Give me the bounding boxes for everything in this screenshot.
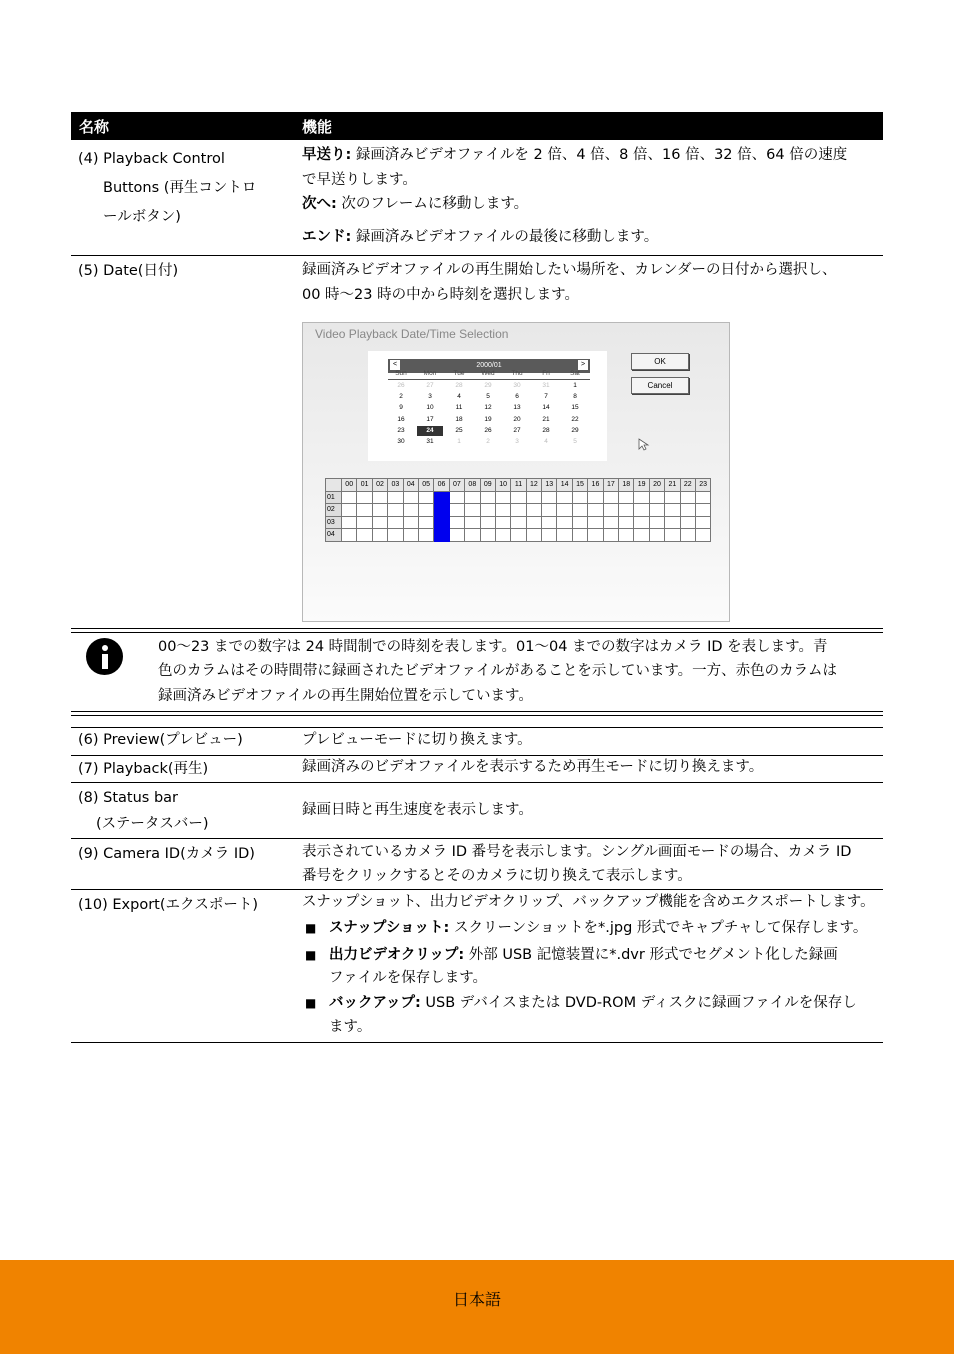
- footer-bar: [0, 1260, 954, 1354]
- hour-label: 11: [511, 479, 526, 492]
- info-icon: [86, 638, 123, 675]
- calendar-day[interactable]: 13: [513, 404, 521, 412]
- weekday-label: Wed: [481, 370, 495, 377]
- hour-cell[interactable]: [680, 529, 695, 542]
- hour-cell[interactable]: [342, 529, 357, 542]
- hour-cell[interactable]: [588, 504, 603, 517]
- row10-intro: スナップショット、出力ビデオクリップ、バックアップ機能を含めエクスポートします。: [302, 894, 875, 910]
- hour-cell[interactable]: [542, 529, 557, 542]
- row5-desc-line2: 00 時～23 時の中から時刻を選択します。: [302, 287, 579, 303]
- hour-label: 16: [588, 479, 603, 492]
- calendar-day[interactable]: 4: [544, 438, 548, 445]
- row6-desc: プレビューモードに切り換えます。: [302, 732, 532, 748]
- hour-cell[interactable]: [403, 529, 418, 542]
- hour-cell[interactable]: [557, 491, 572, 504]
- note-line1: 00～23 までの数字は 24 時間制での時刻を表します。01～04 までの数字はカメラ ID を表します。青: [158, 639, 828, 655]
- hour-cell[interactable]: [511, 504, 526, 517]
- calendar-day[interactable]: 7: [544, 393, 548, 401]
- calendar-day[interactable]: 3: [428, 393, 432, 401]
- hour-cell[interactable]: [680, 504, 695, 517]
- hour-cell[interactable]: [572, 529, 587, 542]
- hour-cell[interactable]: [603, 516, 618, 529]
- row9-desc-line2: 番号をクリックするとそのカメラに切り換えて表示します。: [302, 868, 692, 884]
- hour-camera-grid[interactable]: [325, 478, 711, 542]
- note-line2: 色のカラムはその時間帯に録画されたビデオファイルがあることを示しています。一方、赤色のカラムは: [158, 663, 838, 679]
- hour-label: 03: [388, 479, 403, 492]
- snapshot-item: [329, 917, 867, 940]
- backup-term: バックアップ:: [329, 995, 421, 1011]
- hour-label: 22: [680, 479, 695, 492]
- hour-cell[interactable]: [434, 491, 449, 504]
- calendar-day[interactable]: 12: [484, 404, 492, 412]
- video-clip-item: [329, 944, 838, 967]
- hour-cell[interactable]: [388, 516, 403, 529]
- hour-cell[interactable]: [434, 529, 449, 542]
- hour-cell[interactable]: [695, 529, 710, 542]
- hour-cell[interactable]: [526, 529, 541, 542]
- divider: [71, 1042, 883, 1043]
- hour-cell[interactable]: [357, 491, 372, 504]
- calendar-day[interactable]: 26: [484, 426, 492, 434]
- hour-cell[interactable]: [557, 516, 572, 529]
- date-time-selection-dialog: [302, 322, 730, 622]
- hour-cell[interactable]: [388, 529, 403, 542]
- hour-cell[interactable]: [572, 491, 587, 504]
- calendar-day[interactable]: 1: [457, 438, 461, 445]
- fast-forward-cont: で早送りします。: [302, 172, 417, 188]
- end-text: 録画済みビデオファイルの最後に移動します。: [351, 229, 659, 245]
- hour-cell[interactable]: [495, 516, 510, 529]
- hour-cell[interactable]: [449, 529, 464, 542]
- row4-name-line3: ールボタン): [103, 209, 181, 225]
- end-desc: [302, 226, 658, 249]
- hour-cell[interactable]: [634, 504, 649, 517]
- hour-cell[interactable]: [372, 491, 387, 504]
- hour-cell[interactable]: [480, 491, 495, 504]
- hour-cell[interactable]: [619, 491, 634, 504]
- hour-cell[interactable]: [665, 529, 680, 542]
- weekday-label: Sat: [570, 370, 580, 377]
- hour-cell[interactable]: [388, 504, 403, 517]
- weekday-label: Tue: [453, 370, 465, 377]
- hour-cell[interactable]: [388, 491, 403, 504]
- hour-label: 10: [495, 479, 510, 492]
- calendar-rule: [388, 379, 590, 380]
- divider: [71, 255, 883, 256]
- calendar-month: 2000/01: [476, 362, 502, 369]
- hour-cell[interactable]: [649, 491, 664, 504]
- row8-name-line2: (ステータスバー): [96, 816, 209, 832]
- backup-text: USB デバイスまたは DVD-ROM ディスクに録画ファイルを保存し: [420, 995, 857, 1011]
- calendar-day[interactable]: 31: [542, 382, 550, 389]
- hour-cell[interactable]: [357, 516, 372, 529]
- calendar-day[interactable]: 28: [542, 426, 550, 434]
- row5-desc-line1: 録画済みビデオファイルの再生開始したい場所を、カレンダーの日付から選択し、: [302, 262, 837, 278]
- calendar-day[interactable]: 21: [542, 415, 550, 423]
- cancel-button[interactable]: Cancel: [631, 377, 689, 394]
- video-clip-text: 外部 USB 記憶装置に*.dvr 形式でセグメント化した録画: [464, 947, 838, 963]
- footer-language: 日本語: [452, 1290, 501, 1309]
- hour-cell[interactable]: [372, 516, 387, 529]
- hour-cell[interactable]: [418, 516, 433, 529]
- row8-desc: 録画日時と再生速度を表示します。: [302, 802, 533, 818]
- hour-cell[interactable]: [634, 516, 649, 529]
- calendar-day[interactable]: 8: [573, 393, 577, 401]
- hour-cell[interactable]: [526, 516, 541, 529]
- snapshot-term: スナップショット:: [329, 920, 450, 936]
- hour-cell[interactable]: [649, 516, 664, 529]
- backup-cont: ます。: [329, 1019, 372, 1035]
- hour-cell[interactable]: [526, 491, 541, 504]
- hour-label: 14: [557, 479, 572, 492]
- calendar-day[interactable]: 1: [573, 382, 577, 389]
- hour-label: 21: [665, 479, 680, 492]
- hour-cell[interactable]: [372, 504, 387, 517]
- hour-cell[interactable]: [649, 529, 664, 542]
- divider: [71, 838, 883, 839]
- hour-label: 20: [649, 479, 664, 492]
- calendar-day[interactable]: 20: [513, 415, 521, 423]
- calendar-day[interactable]: 3: [515, 438, 519, 445]
- calendar-day[interactable]: 2: [399, 393, 403, 401]
- mouse-pointer-icon: [638, 438, 650, 452]
- calendar-day[interactable]: 25: [455, 426, 463, 434]
- calendar-day[interactable]: 30: [513, 382, 521, 389]
- hour-cell[interactable]: [572, 504, 587, 517]
- hour-cell[interactable]: [357, 529, 372, 542]
- hour-cell[interactable]: [418, 491, 433, 504]
- grid-corner: [326, 479, 342, 492]
- snapshot-text: スクリーンショットを*.jpg 形式でキャプチャして保存します。: [449, 920, 868, 936]
- calendar-day[interactable]: 26: [397, 382, 405, 389]
- hour-cell[interactable]: [465, 529, 480, 542]
- hour-label: 08: [465, 479, 480, 492]
- hour-label: 15: [572, 479, 587, 492]
- calendar-day[interactable]: 19: [484, 415, 492, 423]
- calendar-day[interactable]: 27: [513, 426, 521, 434]
- hour-cell[interactable]: [695, 516, 710, 529]
- dialog-title: Video Playback Date/Time Selection: [315, 327, 509, 341]
- next-desc: [302, 193, 528, 216]
- hour-cell[interactable]: [542, 491, 557, 504]
- hour-label: 02: [372, 479, 387, 492]
- divider: [71, 782, 883, 783]
- calendar-day[interactable]: 30: [397, 438, 405, 445]
- hour-cell[interactable]: [588, 529, 603, 542]
- backup-item: [329, 992, 857, 1015]
- table-header: [71, 112, 883, 140]
- row4-name-line1: (4) Playback Control: [78, 151, 225, 167]
- weekday-label: Mon: [423, 370, 437, 377]
- hour-cell[interactable]: [619, 504, 634, 517]
- hour-cell[interactable]: [480, 516, 495, 529]
- hour-label: 06: [434, 479, 449, 492]
- calendar-day[interactable]: 29: [484, 382, 492, 389]
- hour-cell[interactable]: [418, 529, 433, 542]
- hour-label: 05: [418, 479, 433, 492]
- hour-label: 01: [357, 479, 372, 492]
- camera-label: 01: [326, 491, 342, 504]
- hour-cell[interactable]: [342, 491, 357, 504]
- hour-cell[interactable]: [449, 504, 464, 517]
- hour-cell[interactable]: [526, 504, 541, 517]
- calendar-day[interactable]: 16: [397, 415, 405, 423]
- hour-cell[interactable]: [588, 491, 603, 504]
- fast-forward-text: 録画済みビデオファイルを 2 倍、4 倍、8 倍、16 倍、32 倍、64 倍の速度: [351, 147, 848, 163]
- hour-label: 00: [342, 479, 357, 492]
- hour-cell[interactable]: [403, 504, 418, 517]
- hour-cell[interactable]: [557, 504, 572, 517]
- hour-cell[interactable]: [449, 516, 464, 529]
- hour-cell[interactable]: [480, 504, 495, 517]
- hour-label: 17: [603, 479, 618, 492]
- hour-cell[interactable]: [665, 491, 680, 504]
- hour-cell[interactable]: [342, 504, 357, 517]
- video-clip-term: 出力ビデオクリップ:: [329, 947, 465, 963]
- calendar-day[interactable]: 5: [486, 393, 490, 401]
- hour-cell[interactable]: [649, 504, 664, 517]
- hour-label: 12: [526, 479, 541, 492]
- hour-cell[interactable]: [342, 516, 357, 529]
- calendar-day[interactable]: 31: [426, 438, 434, 445]
- row10-name: (10) Export(エクスポート): [78, 897, 259, 913]
- hour-label: 13: [542, 479, 557, 492]
- hour-cell[interactable]: [418, 504, 433, 517]
- hour-cell[interactable]: [572, 516, 587, 529]
- hour-cell[interactable]: [434, 504, 449, 517]
- note-bottom-rule: [71, 711, 883, 716]
- calendar-day[interactable]: 10: [426, 404, 434, 412]
- calendar-day[interactable]: 14: [542, 404, 550, 412]
- calendar-day[interactable]: 4: [457, 393, 461, 401]
- hour-cell[interactable]: [695, 504, 710, 517]
- next-text: 次のフレームに移動します。: [336, 196, 529, 212]
- fast-forward-term: 早送り:: [302, 147, 352, 163]
- hour-cell[interactable]: [542, 516, 557, 529]
- hour-cell[interactable]: [603, 529, 618, 542]
- hour-label: 19: [634, 479, 649, 492]
- row7-name: (7) Playback(再生): [78, 761, 209, 777]
- chevron-right-icon[interactable]: >: [578, 360, 588, 370]
- hour-label: 09: [480, 479, 495, 492]
- calendar-day[interactable]: 17: [426, 415, 434, 423]
- calendar-day[interactable]: 9: [399, 404, 403, 412]
- hour-cell[interactable]: [495, 504, 510, 517]
- chevron-left-icon[interactable]: <: [390, 360, 400, 370]
- row9-desc-line1: 表示されているカメラ ID 番号を表示します。シングル画面モードの場合、カメラ ID: [302, 844, 852, 860]
- note-line3: 録画済みビデオファイルの再生開始位置を示しています。: [158, 688, 533, 704]
- calendar-day[interactable]: 11: [455, 404, 463, 412]
- fast-forward-desc: [302, 144, 847, 167]
- calendar-day[interactable]: 5: [573, 438, 577, 445]
- end-term: エンド:: [302, 229, 352, 245]
- video-clip-cont: ファイルを保存します。: [329, 970, 488, 986]
- hour-cell[interactable]: [449, 491, 464, 504]
- calendar-day[interactable]: 29: [571, 426, 579, 434]
- divider: [71, 727, 883, 728]
- weekday-label: Thu: [511, 370, 523, 377]
- hour-label: 07: [449, 479, 464, 492]
- hour-cell[interactable]: [557, 529, 572, 542]
- weekday-label: Sun: [395, 370, 407, 377]
- calendar-day[interactable]: 18: [455, 415, 463, 423]
- hour-cell[interactable]: [372, 529, 387, 542]
- ok-button[interactable]: OK: [631, 353, 689, 370]
- calendar-day[interactable]: 15: [571, 404, 579, 412]
- hour-label: 04: [403, 479, 418, 492]
- hour-cell[interactable]: [403, 516, 418, 529]
- hour-cell[interactable]: [619, 529, 634, 542]
- hour-cell[interactable]: [665, 504, 680, 517]
- hour-cell[interactable]: [603, 504, 618, 517]
- row4-name-line2: Buttons (再生コントロ: [103, 180, 257, 196]
- hour-cell[interactable]: [495, 491, 510, 504]
- hour-cell[interactable]: [511, 516, 526, 529]
- calendar-day[interactable]: 2: [486, 438, 490, 445]
- camera-label: 04: [326, 529, 342, 542]
- calendar-day[interactable]: 22: [571, 415, 579, 423]
- hour-cell[interactable]: [680, 491, 695, 504]
- hour-cell[interactable]: [619, 516, 634, 529]
- hour-cell[interactable]: [357, 504, 372, 517]
- calendar-day[interactable]: 23: [397, 426, 405, 434]
- hour-cell[interactable]: [511, 529, 526, 542]
- row8-name-line1: (8) Status bar: [78, 790, 179, 806]
- row9-name: (9) Camera ID(カメラ ID): [78, 846, 255, 862]
- hour-cell[interactable]: [680, 516, 695, 529]
- row5-name: (5) Date(日付): [78, 263, 179, 279]
- hour-cell[interactable]: [634, 529, 649, 542]
- hour-cell[interactable]: [480, 529, 495, 542]
- hour-cell[interactable]: [465, 504, 480, 517]
- hour-cell[interactable]: [403, 491, 418, 504]
- calendar-day[interactable]: 27: [426, 382, 434, 389]
- camera-label: 02: [326, 504, 342, 517]
- calendar: [368, 351, 607, 461]
- camera-label: 03: [326, 516, 342, 529]
- hour-cell[interactable]: [634, 491, 649, 504]
- hour-cell[interactable]: [542, 504, 557, 517]
- hour-cell[interactable]: [465, 491, 480, 504]
- hour-label: 23: [695, 479, 710, 492]
- hour-cell[interactable]: [665, 516, 680, 529]
- calendar-day[interactable]: 28: [455, 382, 463, 389]
- hour-label: 18: [619, 479, 634, 492]
- note-top-rule: [71, 628, 883, 633]
- calendar-day[interactable]: 6: [515, 393, 519, 401]
- header-function: 機能: [302, 118, 333, 136]
- hour-cell[interactable]: [695, 491, 710, 504]
- hour-cell[interactable]: [588, 516, 603, 529]
- weekday-label: Fri: [542, 370, 550, 377]
- hour-cell[interactable]: [603, 491, 618, 504]
- hour-cell[interactable]: [495, 529, 510, 542]
- divider: [71, 889, 883, 890]
- row7-desc: 録画済みのビデオファイルを表示するため再生モードに切り換えます。: [302, 759, 764, 775]
- hour-cell[interactable]: [511, 491, 526, 504]
- calendar-day[interactable]: 24: [417, 426, 443, 436]
- hour-cell[interactable]: [434, 516, 449, 529]
- header-name: 名称: [79, 118, 110, 136]
- row6-name: (6) Preview(プレビュー): [78, 732, 243, 748]
- next-term: 次へ:: [302, 196, 337, 212]
- hour-cell[interactable]: [465, 516, 480, 529]
